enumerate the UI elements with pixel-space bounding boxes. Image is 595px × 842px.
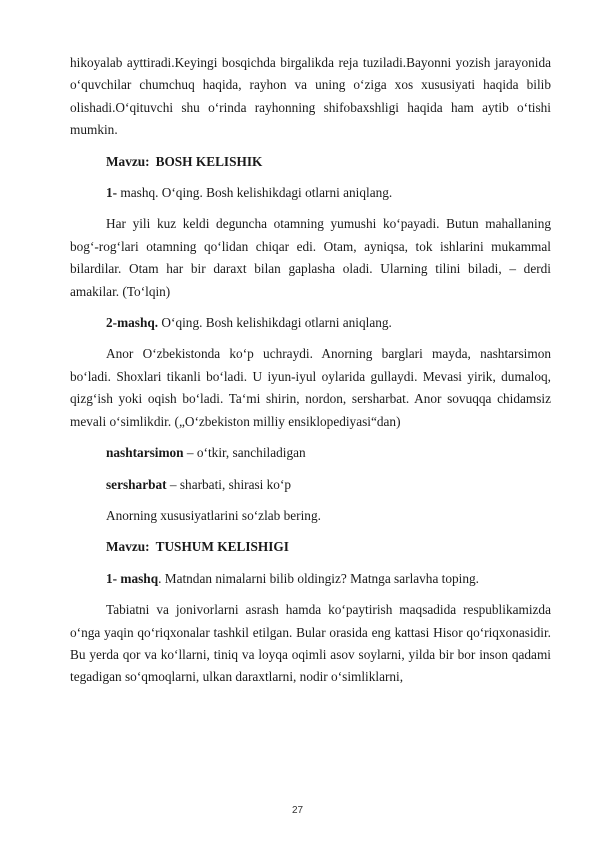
- topic-label: Mavzu:: [106, 153, 150, 169]
- glossary-term: sersharbat: [106, 476, 167, 492]
- topic-heading-tushum-kelishigi: [70, 536, 551, 558]
- glossary-definition: – o‘tkir, sanchiladigan: [186, 445, 306, 461]
- task-text: Anorning xususiyatlarini so‘zlab bering.: [106, 507, 321, 523]
- exercise-number: 2-mashq.: [106, 315, 159, 331]
- topic-label: Mavzu:: [106, 539, 150, 555]
- exercise-instruction: O‘qing. Bosh kelishikdagi otlarni aniqlang.: [161, 315, 392, 331]
- exercise-1-text: Har yili kuz keldi deguncha otamning yumushi ko‘payadi. Butun mahallaning bog‘-rog‘lari otamning qo‘lidan chiqar edi. Otam, ayniqsa, tok ishlarini mukammal bilardilar. Otam har bir daraxt bilan gaplasha oladi. Ularning tilini biladi, – derdi amakilar. (To‘lqin): [70, 216, 551, 299]
- glossary-item: [70, 474, 551, 496]
- topic-title: TUSHUM KELISHIGI: [155, 539, 289, 555]
- glossary-item: [70, 442, 551, 464]
- exercise-2-text: Anor O‘zbekistonda ko‘p uchraydi. Anorning barglari mayda, nashtarsimon bo‘ladi. Shoxlari tikanli bo‘ladi. U iyun-iyul oylarida gullaydi. Mevasi yirik, dumaloq, qizg‘ish yoki oqish bo‘ladi. Ta‘mi shirin, nordon, sersharbat. Anor sovuqqa chidamsiz mevali o‘simlikdir. („O‘zbekiston milliy ensiklopediyasi“dan): [70, 346, 551, 429]
- document-page: [70, 52, 551, 698]
- glossary-definition: – sharbati, shirasi ko‘p: [169, 476, 292, 492]
- exercise-number: 1-: [106, 185, 118, 201]
- exercise-3-text: Tabiatni va jonivorlarni asrash hamda ko‘paytirish maqsadida respublikamizda o‘nga yaqin qo‘riqxonalar tashkil etilgan. Bular orasida eng kattasi Hisor qo‘riqxonasidir. Bu yerda qor va ko‘llarni, tiniq va loyqa oqimli asov soylarni, yilda bir bor inson qadami tegadigan so‘qmoqlarni, ulkan daraxtlarni, nodir o‘simliklarni,: [70, 602, 551, 685]
- exercise-3-instruction: [70, 568, 551, 590]
- exercise-instruction: mashq. O‘qing. Bosh kelishikdagi otlarni aniqlang.: [120, 185, 393, 201]
- exercise-1-instruction: [70, 182, 551, 204]
- exercise-2-instruction: [70, 312, 551, 334]
- topic-title: BOSH KELISHIK: [155, 153, 263, 169]
- exercise-number: 1- mashq: [106, 570, 159, 586]
- intro-paragraph: hikoyalab ayttiradi.Keyingi bosqichda birgalikda reja tuziladi.Bayonni yozish jarayonida o‘quvchilar chumchuq haqida, rayhon va uning o‘ziga xos xususiyati haqida bilib olishadi.O‘qituvchi shu o‘rinda rayhonning shifobaxshligi haqida ham aytib o‘tishi mumkin.: [70, 55, 551, 138]
- exercise-instruction: . Matndan nimalarni bilib oldingiz? Matnga sarlavha toping.: [158, 570, 479, 586]
- topic-heading-bosh-kelishik: [70, 151, 551, 173]
- page-number: 27: [291, 805, 304, 816]
- glossary-term: nashtarsimon: [106, 445, 184, 461]
